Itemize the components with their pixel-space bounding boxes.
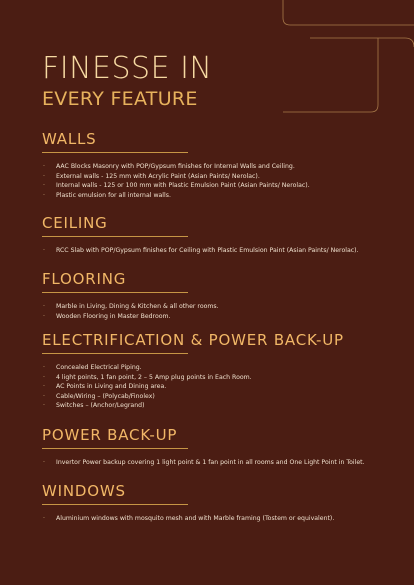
section-flooring	[42, 270, 382, 321]
feature-list	[42, 514, 382, 524]
section-windows	[42, 482, 382, 524]
list-item: · RCC Slab with POP/Gypsum finishes for Ceiling with Plastic Emulsion Paint (Asian Paints/ Nerolac).	[42, 246, 382, 256]
list-item: · Internal walls - 125 or 100 mm with Plastic Emulsion Paint (Asian Paints/ Nerolac).	[42, 181, 382, 191]
list-item: · Marble in Living, Dining & Kitchen & all other rooms.	[42, 302, 382, 312]
list-item: · Aluminium windows with mosquito mesh and with Marble framing (Tostem or equivalent).	[42, 514, 382, 524]
section-heading: WINDOWS	[42, 482, 126, 500]
list-item: · AAC Blocks Masonry with POP/Gypsum finishes for Internal Walls and Ceiling.	[42, 162, 382, 172]
section-divider	[42, 504, 188, 505]
section-divider	[42, 353, 188, 354]
feature-list	[42, 246, 382, 256]
section-divider	[42, 448, 188, 449]
feature-list	[42, 458, 382, 468]
section-heading: ELECTRIFICATION & POWER BACK-UP	[42, 331, 344, 349]
section-power-backup	[42, 426, 382, 468]
list-item: · AC Points in Living and Dining area.	[42, 382, 382, 392]
section-heading: WALLS	[42, 130, 97, 148]
list-item: · Concealed Electrical Piping.	[42, 363, 382, 373]
section-electrification	[42, 331, 382, 411]
page-title: FINESSE IN	[42, 51, 213, 86]
list-item: · External walls - 125 mm with Acrylic Paint (Asian Paints/ Nerolac).	[42, 172, 382, 182]
section-divider	[42, 292, 188, 293]
list-item: · Invertor Power backup covering 1 light point & 1 fan point in all rooms and One Light Point in Toilet.	[42, 458, 382, 468]
feature-list	[42, 302, 382, 321]
section-divider	[42, 152, 188, 153]
feature-list	[42, 363, 382, 411]
page-subtitle: EVERY FEATURE	[42, 88, 198, 110]
section-divider	[42, 236, 188, 237]
feature-list	[42, 162, 382, 200]
list-item: · Switches – (Anchor/Legrand)	[42, 401, 382, 411]
list-item: · Plastic emulsion for all internal walls.	[42, 191, 382, 201]
list-item: · Cable/Wiring – (Polycab/Finolex)	[42, 392, 382, 402]
list-item: · 4 light points, 1 fan point, 2 – 5 Amp plug points in Each Room.	[42, 373, 382, 383]
section-heading: POWER BACK-UP	[42, 426, 178, 444]
section-heading: FLOORING	[42, 270, 127, 288]
section-ceiling	[42, 214, 382, 256]
section-walls	[42, 130, 382, 200]
section-heading: CEILING	[42, 214, 108, 232]
list-item: · Wooden Flooring in Master Bedroom.	[42, 312, 382, 322]
